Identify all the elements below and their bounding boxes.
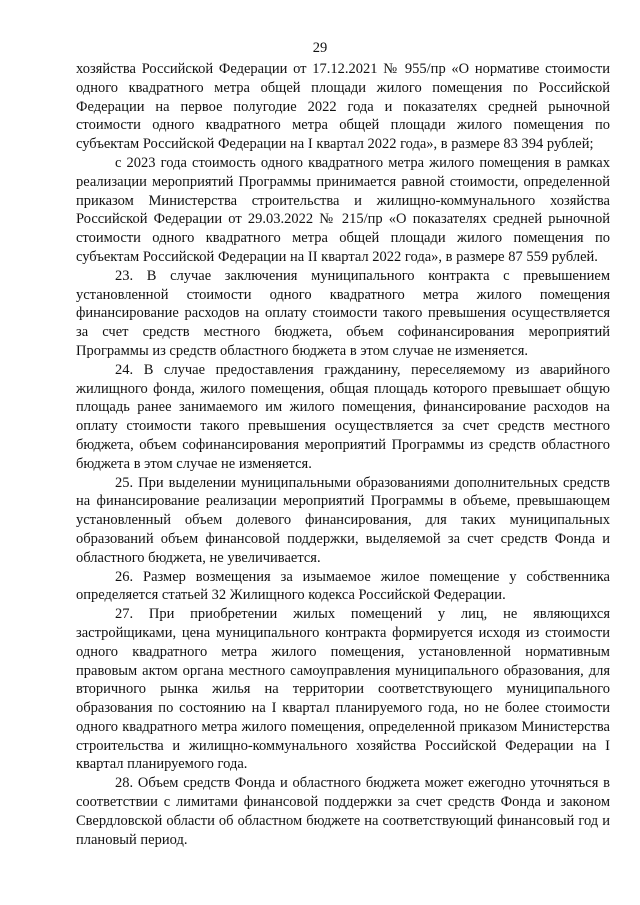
paragraph-item-27: 27. При приобретении жилых помещений у лиц, не являющихся застройщиками, цена муниципального контракта формируется исходя из стоимости одного квадратного метра жилого помещения, установленной нормативным правовым актом органа местного самоуправления муниципального образования, для вторичного рынка жилья на территории соответствующего муниципального образования по состоянию на I квартал планируемого года, но не более стоимости одного квадратного метра жилого помещения, определенной приказом Министерства строительства и жилищно-коммунального хозяйства Российской Федерации на I квартал планируемого года. (76, 606, 610, 773)
paragraph-item-26: 26. Размер возмещения за изымаемое жилое помещение у собственника определяется статьей 32 Жилищного кодекса Российской Федерации. (76, 568, 610, 604)
paragraph-item-23: 23. В случае заключения муниципального контракта с превышением установленной стоимости одного квадратного метра жилого помещения финансирование расходов на оплату стоимости такого превышения осуществляется за счет средств местного бюджета, объем софинансирования мероприятий Программы из средств областного бюджета в этом случае не изменяется. (76, 267, 610, 359)
paragraph-item-28: 28. Объем средств Фонда и областного бюджета может ежегодно уточняться в соответствии с лимитами финансовой поддержки за счет средств Фонда и законом Свердловской области об областном бюджете на соответствующий финансовый год и плановый период. (76, 775, 610, 848)
paragraph-prices-2022: хозяйства Российской Федерации от 17.12.2021 № 955/пр «О нормативе стоимости одного квадратного метра общей площади жилого помещения по Российской Федерации на первое полугодие 2022 года и показателях средней рыночной стоимости одного квадратного метра общей площади жилого помещения по субъектам Российской Федерации на I квартал 2022 года», в размере 83 394 рублей; (76, 61, 610, 153)
paragraph-prices-2023: с 2023 года стоимость одного квадратного метра жилого помещения в рамках реализации мероприятий Программы принимается равной стоимости, определенной приказом Министерства строительства и жилищно-коммунального хозяйства Российской Федерации от 29.03.2022 № 215/пр «О показателях средней рыночной стоимости одного квадратного метра общей площади жилого помещения по субъектам Российской Федерации на II квартал 2022 года», в размере 87 559 рублей. (76, 154, 610, 265)
paragraph-item-25: 25. При выделении муниципальными образованиями дополнительных средств на финансирование реализации мероприятий Программы в объеме, превышающем установленный объем долевого финансирования, для таких муниципальных образований объем финансовой поддержки, выделяемой за счет средств Фонда и областного бюджета, не увеличивается. (76, 474, 610, 566)
document-body (76, 60, 610, 849)
page-number: 29 (312, 40, 328, 56)
paragraph-item-24: 24. В случае предоставления гражданину, переселяемому из аварийного жилищного фонда, жилого помещения, общая площадь которого превышает общую площадь ранее занимаемого им жилого помещения, финансирование расходов на оплату стоимости такого превышения осуществляется за счет средств местного бюджета, объем софинансирования мероприятий Программы из средств областного бюджета в этом случае не изменяется. (76, 361, 610, 472)
